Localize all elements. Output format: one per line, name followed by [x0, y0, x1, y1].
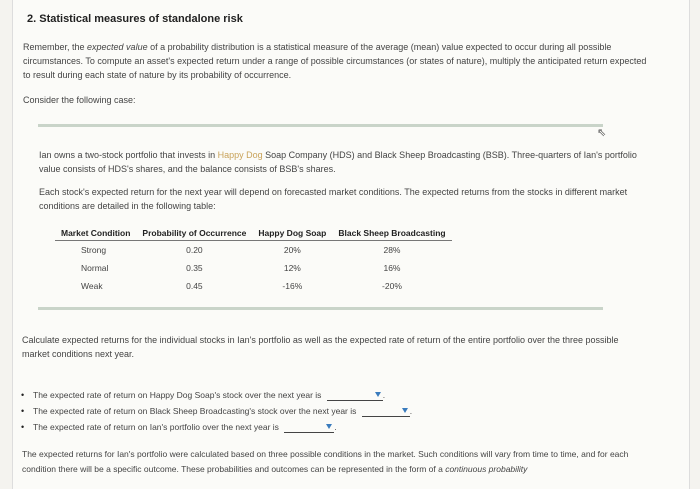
- cell-bsb-return: 28%: [383, 245, 401, 255]
- continuous-probability-term: continuous probability: [445, 464, 528, 474]
- dropdown-arrow-icon: [402, 408, 408, 413]
- list-item: • The expected rate of return on Black Sheep Broadcasting's stock over the next year is .: [21, 403, 412, 419]
- table-row: [55, 259, 452, 277]
- cell-probability: 0.35: [186, 263, 203, 273]
- divider-top: [38, 124, 603, 127]
- cell-condition: Weak: [81, 281, 103, 291]
- question-page: [12, 0, 690, 489]
- bullet-icon: •: [21, 422, 25, 432]
- header-probability: Probability of Occurrence: [136, 226, 252, 241]
- cell-hds-return: -16%: [282, 281, 303, 291]
- section-title: 2. Statistical measures of standalone risk: [27, 13, 243, 25]
- cell-hds-return: 20%: [283, 245, 301, 255]
- mouse-cursor-icon: ⇖: [597, 127, 607, 139]
- expected-value-term: expected value: [87, 42, 148, 52]
- question-text: The expected rate of return on Black Sheep Broadcasting's stock over the next year is: [33, 406, 357, 416]
- case-paragraph-1: Ian owns a two-stock portfolio that invests in Happy Dog Soap Company (HDS) and Black Sheep Broadcasting (BSB). Three-quarters of Ian's portfolio value consists of HDS's shares, and the balance consists of BSB's shares.: [39, 150, 637, 174]
- list-item: • The expected rate of return on Ian's portfolio over the next year is .: [21, 419, 412, 435]
- cell-probability: 0.45: [186, 281, 203, 291]
- portfolio-return-dropdown[interactable]: [284, 423, 334, 433]
- dropdown-arrow-icon: [375, 392, 381, 397]
- consider-label: Consider the following case:: [23, 95, 136, 105]
- question-text: The expected rate of return on Ian's portfolio over the next year is: [33, 422, 279, 432]
- question-list: [21, 387, 412, 435]
- question-text: The expected rate of return on Happy Dog Soap's stock over the next year is: [33, 390, 322, 400]
- dropdown-arrow-icon: [326, 424, 332, 429]
- list-item: • The expected rate of return on Happy Dog Soap's stock over the next year is .: [21, 387, 412, 403]
- calculate-instructions: Calculate expected returns for the individual stocks in Ian's portfolio as well as the expected rate of return of the entire portfolio over the three possible market conditions next year.: [22, 335, 619, 359]
- cell-hds-return: 12%: [283, 263, 301, 273]
- cell-bsb-return: 16%: [383, 263, 401, 273]
- cell-bsb-return: -20%: [382, 281, 402, 291]
- bullet-icon: •: [21, 390, 25, 400]
- table-row: [55, 241, 452, 260]
- bullet-icon: •: [21, 406, 25, 416]
- table-row: [55, 277, 452, 295]
- returns-table: [55, 226, 452, 295]
- intro-paragraph: Remember, the expected value of a probability distribution is a statistical measure of the average (mean) value expected to occur during all possible circumstances. To compute an asset's expected return under a range of possible circumstances (or states of nature), multiply the anticipated return expected to result during each state of nature by its probability of occurrence.: [23, 42, 647, 80]
- hds-return-dropdown[interactable]: [327, 391, 383, 401]
- cell-condition: Strong: [81, 245, 107, 255]
- cell-probability: 0.20: [186, 245, 203, 255]
- header-black-sheep: Black Sheep Broadcasting: [332, 226, 451, 241]
- header-market-condition: Market Condition: [55, 226, 136, 241]
- final-paragraph: The expected returns for Ian's portfolio were calculated based on three possible conditions in the market. Such conditions will vary from time to time, and for each condition there will be a specific outcome. These probabilities and outcomes can be represented in the form of a continuous probability: [22, 449, 629, 474]
- bsb-return-dropdown[interactable]: [362, 407, 410, 417]
- divider-bottom: [38, 307, 603, 310]
- header-happy-dog-soap: Happy Dog Soap: [252, 226, 332, 241]
- case-paragraph-2: Each stock's expected return for the next year will depend on forecasted market conditions. The expected returns from the stocks in different market conditions are detailed in the following table:: [39, 187, 628, 211]
- cell-condition: Normal: [81, 263, 109, 273]
